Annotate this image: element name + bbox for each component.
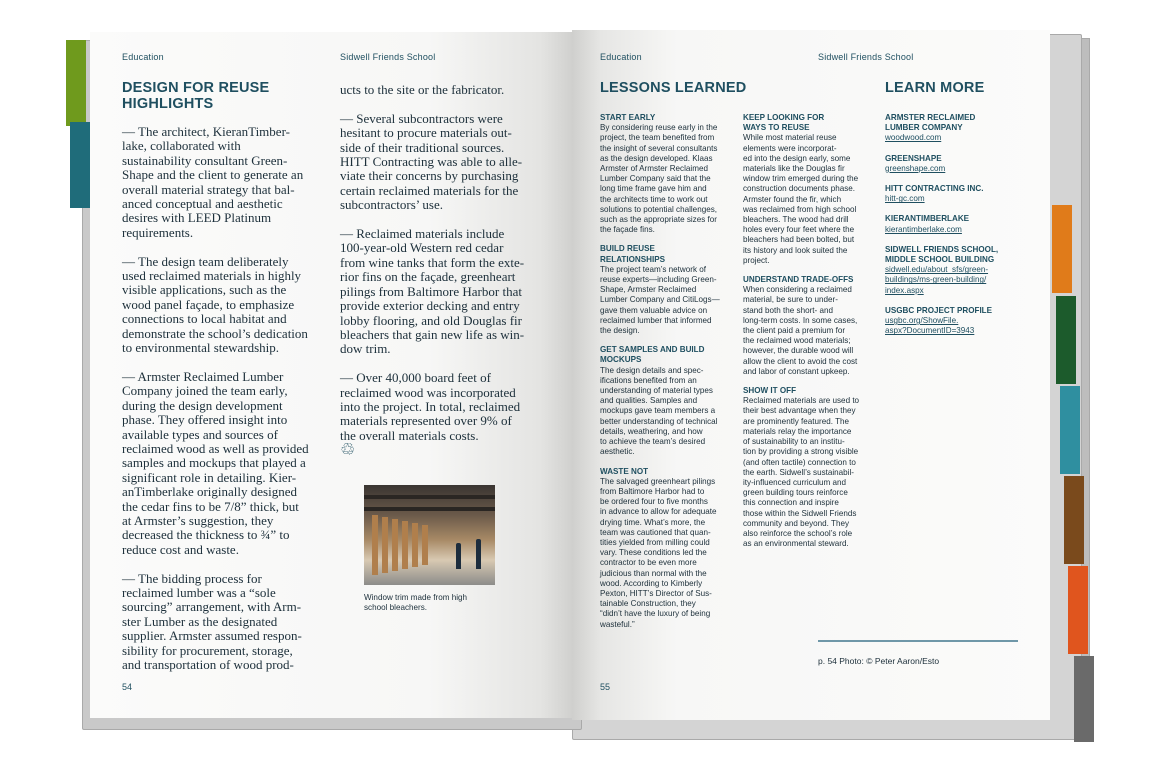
- body-text-line: — Armster Reclaimed Lumber: [122, 368, 284, 384]
- lesson-heading: START EARLY: [600, 113, 656, 122]
- window-trim-photo: [364, 485, 495, 585]
- lesson-text-line: details, weathering, and how: [600, 426, 703, 436]
- resource-link[interactable]: greenshape.com: [885, 163, 946, 173]
- resource-name: KIERANTIMBERLAKE: [885, 214, 970, 224]
- body-text-line: from wine tanks that form the exte-: [340, 254, 525, 270]
- lessons-column-b: [743, 113, 883, 558]
- body-text-line: sibility for procurement, storage,: [122, 642, 293, 658]
- lesson-text-line: Lumber Company and CitiLogs—: [600, 295, 720, 305]
- lesson-text-line: window trim emerged during the: [743, 174, 859, 184]
- body-text-line: to environmental stewardship.: [122, 340, 280, 356]
- lesson-text-line: in advance to allow for adequate: [600, 507, 717, 517]
- lesson-text-line: long time frame gave him and: [600, 184, 707, 194]
- photo-caption: [364, 593, 504, 614]
- lesson-text-line: stand both the short- and: [743, 305, 833, 315]
- lesson-text-line: of sustainability to an institu-: [743, 437, 845, 447]
- body-text-line: wood panel façade, to emphasize: [122, 296, 295, 312]
- body-text-line: [122, 356, 328, 370]
- lesson-text-line: from Baltimore Harbor had to: [600, 486, 705, 496]
- lesson-block: [600, 467, 740, 630]
- body-text-line: overall material strategy that bal-: [122, 181, 295, 197]
- lesson-text-line: Armster found the fir, which: [743, 194, 842, 204]
- highlights-column-2: [340, 83, 540, 443]
- lesson-heading: UNDERSTAND TRADE-OFFS: [743, 275, 854, 285]
- resource-link[interactable]: hitt-gc.com: [885, 194, 925, 204]
- lesson-text-line: however, the durable wood will: [743, 346, 854, 356]
- body-text-line: demonstrate the school’s dedication: [122, 325, 308, 341]
- body-text-line: connections to local habitat and: [122, 311, 287, 327]
- resource-link[interactable]: index.aspx: [885, 285, 924, 295]
- lesson-text-line: to achieve the team’s desired: [600, 437, 706, 447]
- page-title: [122, 80, 269, 112]
- body-text-line: during the design development: [122, 397, 283, 413]
- body-text-line: reclaimed lumber was a “sole: [122, 585, 276, 600]
- lesson-text-line: be ordered four to five months: [600, 497, 708, 507]
- lesson-text-line: elements were incorporat-: [743, 143, 837, 153]
- resource-name: SIDWELL FRIENDS SCHOOL,: [885, 244, 999, 254]
- body-text-line: subcontractors’ use.: [340, 197, 444, 213]
- lesson-text-line: those within the Sidwell Friends: [743, 508, 857, 518]
- lessons-learned-title: LESSONS LEARNED: [600, 80, 747, 96]
- lesson-heading: BUILD REUSE: [600, 244, 655, 254]
- body-text-line: anTimberlake originally designed: [122, 484, 297, 500]
- resource-block: [885, 214, 1025, 234]
- running-header-section: Education: [122, 52, 164, 62]
- body-text-line: available types and sources of: [122, 426, 278, 442]
- lesson-text-line: drying time. What’s more, the: [600, 517, 706, 527]
- resource-block: [885, 306, 1025, 337]
- section-tab: [1056, 296, 1076, 384]
- body-text-line: desires with LEED Platinum: [122, 210, 272, 226]
- body-text-line: lobby flooring, and old Douglas fir: [340, 312, 522, 328]
- section-tab: [1052, 205, 1072, 293]
- body-text-line: reduce cost and waste.: [122, 541, 239, 557]
- recycle-icon: ♲: [340, 440, 356, 460]
- lesson-text-line: Pexton, HITT’s Director of Sus-: [600, 588, 712, 598]
- body-text-line: bleachers that gain new life as win-: [340, 326, 525, 342]
- lesson-text-line: vary. These conditions led the: [600, 548, 707, 558]
- body-text-line: and transportation of wood prod-: [122, 657, 294, 673]
- lesson-text-line: wood. According to Kimberly: [600, 578, 703, 588]
- lesson-heading: GET SAMPLES AND BUILD: [600, 345, 705, 355]
- body-text-line: used reclaimed materials in highly: [122, 268, 302, 284]
- lesson-heading: RELATIONSHIPS: [600, 254, 666, 264]
- lesson-text-line: as the design developed. Klaas: [600, 153, 713, 163]
- body-text-line: provide exterior decking and entry: [340, 298, 520, 314]
- body-text-line: anced conceptual and aesthetic: [122, 196, 283, 212]
- caption-line: school bleachers.: [364, 603, 427, 613]
- lesson-text-line: solutions to potential challenges,: [600, 204, 717, 214]
- lesson-text-line: this connection and inspire: [743, 498, 839, 508]
- lesson-text-line: Reclaimed materials are used to: [743, 396, 860, 406]
- learn-more-list: [885, 113, 1025, 346]
- lesson-text-line: are prominently featured. The: [743, 416, 850, 426]
- body-text-line: [122, 557, 328, 571]
- caption-line: Window trim made from high: [364, 593, 468, 602]
- lesson-text-line: materials relay the importance: [743, 426, 852, 436]
- lesson-text-line: and qualities. Samples and: [600, 396, 698, 406]
- body-text-line: Shape and the client to generate an: [122, 167, 304, 183]
- section-tab: [1074, 656, 1094, 742]
- body-text-line: materials represented over 9% of: [340, 413, 512, 429]
- lesson-text-line: its history and look suited the: [743, 245, 848, 255]
- page-number-left: 54: [122, 682, 133, 692]
- body-text-line: requirements.: [122, 224, 194, 240]
- lessons-column-a: [600, 113, 740, 639]
- lesson-text-line: holes every four feet where the: [743, 225, 855, 235]
- lesson-text-line: the client paid a premium for: [743, 326, 846, 336]
- learn-more-title: LEARN MORE: [885, 80, 985, 96]
- lesson-text-line: also reinforce the school’s role: [743, 528, 853, 538]
- body-text-line: reclaimed wood as well as provided: [122, 440, 309, 456]
- lesson-text-line: green building tours reinforce: [743, 488, 848, 498]
- resource-link[interactable]: woodwood.com: [885, 133, 942, 143]
- highlights-column-1: [122, 125, 328, 672]
- lesson-text-line: bleachers had been bolted, but: [743, 235, 855, 245]
- body-text-line: [340, 213, 540, 227]
- lesson-text-line: aesthetic.: [600, 447, 635, 457]
- lesson-heading: WAYS TO REUSE: [743, 123, 810, 133]
- lesson-text-line: Armster of Armster Reclaimed: [600, 164, 708, 174]
- lesson-text-line: The project team’s network of: [600, 264, 707, 274]
- body-text-line: viate their concerns by purchasing: [340, 168, 519, 184]
- resource-name: MIDDLE SCHOOL BUILDING: [885, 255, 995, 265]
- resource-block: [885, 245, 1025, 296]
- page-title-line: DESIGN FOR REUSE: [122, 80, 270, 96]
- lesson-text-line: project, the team benefited from: [600, 133, 715, 143]
- lesson-text-line: contractor to be even more: [600, 558, 697, 568]
- section-tab: [70, 122, 90, 208]
- lesson-text-line: their best advantage when they: [743, 406, 856, 416]
- body-text-line: — Several subcontractors were: [340, 110, 503, 126]
- body-text-line: the cedar fins to be 7/8” thick, but: [122, 498, 299, 514]
- lesson-block: [743, 275, 883, 377]
- resource-block: [885, 154, 1025, 174]
- body-text-line: the overall materials costs.: [340, 427, 479, 443]
- resource-name: USGBC PROJECT PROFILE: [885, 305, 993, 315]
- running-header-school: Sidwell Friends School: [818, 52, 914, 62]
- lesson-text-line: reclaimed lumber that informed: [600, 315, 712, 325]
- body-text-line: at Armster’s suggestion, they: [122, 512, 274, 528]
- lesson-text-line: ity-influenced curriculum and: [743, 477, 847, 487]
- resource-link[interactable]: buildings/ms-green-building/: [885, 275, 987, 285]
- resource-name: LUMBER COMPANY: [885, 123, 963, 133]
- body-text-line: — The architect, KieranTimber-: [122, 124, 290, 139]
- section-tab: [1068, 566, 1088, 654]
- body-text-line: HITT Contracting was able to alle-: [340, 154, 523, 170]
- section-tab: [1064, 476, 1084, 564]
- lesson-heading: MOCKUPS: [600, 355, 642, 365]
- lesson-text-line: “didn’t have the luxury of being: [600, 609, 711, 619]
- body-text-line: sustainability consultant Green-: [122, 152, 288, 168]
- lesson-text-line: When considering a reclaimed: [743, 285, 852, 295]
- lesson-text-line: understanding of material types: [600, 386, 713, 396]
- body-text-line: lake, collaborated with: [122, 138, 241, 154]
- lesson-text-line: bleachers. The wood had drill: [743, 215, 849, 225]
- lesson-block: [600, 345, 740, 457]
- body-text-line: sourcing” arrangement, with Arm-: [122, 599, 302, 615]
- lesson-block: [743, 386, 883, 549]
- body-text-line: reclaimed wood was incorporated: [340, 384, 516, 400]
- lesson-text-line: Shape, Armster Reclaimed: [600, 285, 697, 295]
- lesson-text-line: tainable Construction, they: [600, 599, 696, 609]
- lesson-text-line: the design.: [600, 326, 640, 336]
- lesson-block: [743, 113, 883, 266]
- body-text-line: supplier. Armster assumed respon-: [122, 628, 302, 644]
- body-text-line: — The bidding process for: [122, 570, 262, 586]
- lesson-heading: SHOW IT OFF: [743, 386, 797, 396]
- running-header-section: Education: [600, 52, 642, 62]
- resource-name: ARMSTER RECLAIMED: [885, 113, 976, 122]
- lesson-text-line: community and beyond. They: [743, 518, 850, 528]
- lesson-text-line: tion by providing a strong visible: [743, 447, 859, 457]
- body-text-line: [340, 97, 540, 111]
- body-text-line: ucts to the site or the fabricator.: [340, 82, 505, 97]
- lesson-text-line: team was cautioned that quan-: [600, 527, 711, 537]
- body-text-line: pilings from Baltimore Harbor that: [340, 283, 522, 299]
- running-header-school: Sidwell Friends School: [340, 52, 436, 62]
- lesson-text-line: such as the appropriate sizes for: [600, 215, 717, 225]
- lesson-heading: KEEP LOOKING FOR: [743, 113, 825, 122]
- lesson-text-line: the reclaimed wood materials;: [743, 336, 851, 346]
- resource-link[interactable]: sidwell.edu/about_sfs/green-: [885, 265, 989, 275]
- page-number-right: 55: [600, 682, 611, 692]
- lesson-text-line: ed into the design early, some: [743, 153, 851, 163]
- body-text-line: Company joined the team early,: [122, 383, 288, 399]
- lesson-text-line: The design details and spec-: [600, 365, 704, 375]
- lesson-text-line: The salvaged greenheart pilings: [600, 476, 716, 486]
- lesson-text-line: ifications benefited from an: [600, 375, 697, 385]
- divider: [818, 640, 1018, 642]
- body-text-line: visible applications, such as the: [122, 282, 287, 298]
- body-text-line: — Over 40,000 board feet of: [340, 370, 491, 386]
- lesson-text-line: wasteful.”: [600, 619, 635, 629]
- lesson-text-line: materials like the Douglas fir: [743, 164, 845, 174]
- body-text-line: phase. They offered insight into: [122, 412, 288, 428]
- body-text-line: rior fins on the façade, greenheart: [340, 269, 516, 285]
- lesson-heading: WASTE NOT: [600, 466, 649, 476]
- lesson-text-line: material, be sure to under-: [743, 295, 838, 305]
- lesson-text-line: project.: [743, 255, 770, 265]
- body-text-line: samples and mockups that played a: [122, 455, 306, 471]
- section-tab: [66, 40, 86, 126]
- lesson-text-line: reuse experts—including Green-: [600, 275, 717, 285]
- resource-link[interactable]: usgbc.org/ShowFile.: [885, 316, 959, 326]
- lesson-text-line: tities yielded from milling could: [600, 537, 710, 547]
- lesson-text-line: long-term costs. In some cases,: [743, 315, 858, 325]
- lesson-text-line: judicious than normal with the: [600, 568, 707, 578]
- body-text-line: — Reclaimed materials include: [340, 226, 505, 242]
- body-text-line: side of their traditional sources.: [340, 139, 505, 155]
- lesson-text-line: Lumber Company said that the: [600, 174, 711, 184]
- lesson-text-line: allow the client to avoid the cost: [743, 356, 858, 366]
- body-text-line: hesitant to procure materials out-: [340, 125, 512, 141]
- lesson-text-line: was reclaimed from high school: [743, 204, 857, 214]
- page-title-line: HIGHLIGHTS: [122, 96, 214, 112]
- lesson-text-line: construction documents phase.: [743, 184, 856, 194]
- lesson-block: [600, 244, 740, 336]
- lesson-text-line: By considering reuse early in the: [600, 123, 718, 133]
- lesson-text-line: and labor of constant upkeep.: [743, 366, 850, 376]
- lesson-text-line: While most material reuse: [743, 133, 837, 143]
- lesson-text-line: mockups gave team members a: [600, 406, 716, 416]
- lesson-text-line: (and often tactile) connection to: [743, 457, 856, 467]
- body-text-line: into the project. In total, reclaimed: [340, 398, 521, 414]
- resource-block: [885, 184, 1025, 204]
- section-tab: [1060, 386, 1080, 474]
- lesson-text-line: the earth. Sidwell’s sustainabil-: [743, 467, 854, 477]
- body-text-line: ster Lumber as the designated: [122, 613, 278, 629]
- body-text-line: significant role in detailing. Kier-: [122, 469, 297, 485]
- lesson-text-line: as an environmental steward.: [743, 539, 849, 549]
- resource-link[interactable]: aspx?DocumentID=3943: [885, 326, 975, 336]
- lesson-text-line: the insight of several consultants: [600, 143, 718, 153]
- lesson-text-line: better understanding of technical: [600, 416, 718, 426]
- photo-credit: p. 54 Photo: © Peter Aaron/Esto: [818, 656, 940, 666]
- body-text-line: 100-year-old Western red cedar: [340, 240, 504, 256]
- body-text-line: — The design team deliberately: [122, 253, 289, 269]
- resource-name: HITT CONTRACTING INC.: [885, 184, 984, 194]
- resource-name: GREENSHAPE: [885, 153, 942, 163]
- body-text-line: certain reclaimed materials for the: [340, 182, 519, 198]
- lesson-text-line: the architects time to work out: [600, 194, 708, 204]
- resource-link[interactable]: kierantimberlake.com: [885, 224, 962, 234]
- body-text-line: dow trim.: [340, 341, 391, 357]
- body-text-line: [340, 357, 540, 371]
- body-text-line: decreased the thickness to ¾” to: [122, 527, 290, 543]
- lesson-text-line: gave them valuable advice on: [600, 305, 708, 315]
- body-text-line: [122, 240, 328, 254]
- lesson-block: [600, 113, 740, 235]
- resource-block: [885, 113, 1025, 144]
- lesson-text-line: the façade fins.: [600, 225, 655, 235]
